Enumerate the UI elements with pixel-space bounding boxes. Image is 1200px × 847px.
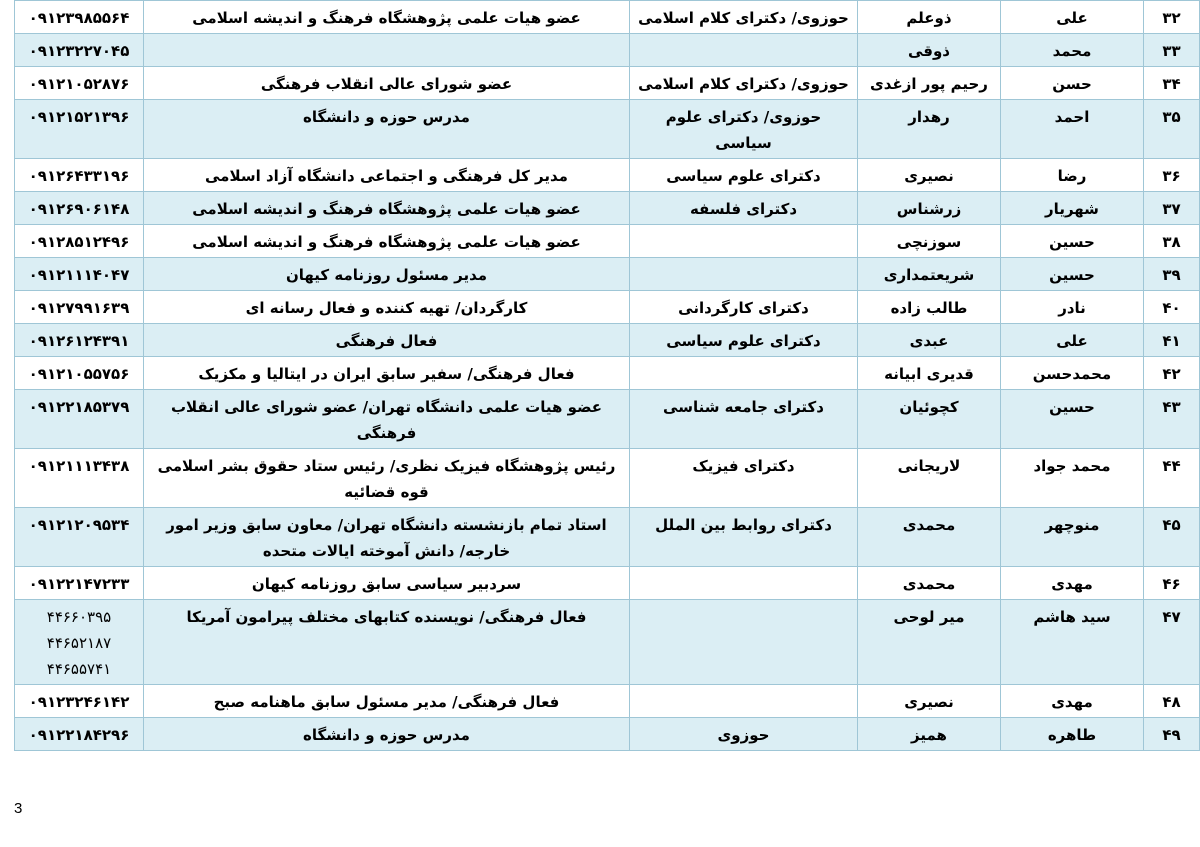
row-number-cell: ۴۵	[1144, 508, 1200, 567]
table-row	[15, 324, 1200, 357]
row-number-cell: ۳۴	[1144, 67, 1200, 100]
table-row	[15, 100, 1200, 159]
table-row	[15, 225, 1200, 258]
row-number-cell: ۳۶	[1144, 159, 1200, 192]
phone-number: ۰۹۱۲۱۱۱۳۴۳۸	[28, 457, 130, 475]
row-number-cell: ۴۶	[1144, 567, 1200, 600]
row-number-cell: ۴۱	[1144, 324, 1200, 357]
phone-number: ۰۹۱۲۶۹۰۶۱۴۸	[28, 200, 130, 218]
phone-cell	[15, 1, 144, 34]
phone-cell	[15, 100, 144, 159]
row-number-cell: ۴۸	[1144, 685, 1200, 718]
phone-cell	[15, 685, 144, 718]
degree-cell	[630, 600, 858, 685]
first-name-cell: حسین	[1001, 390, 1144, 449]
last-name-cell: عبدی	[858, 324, 1001, 357]
degree-cell	[630, 357, 858, 390]
position-cell: عضو هیات علمی پژوهشگاه فرهنگ و اندیشه اسلامی	[144, 192, 630, 225]
phone-number: ۰۹۱۲۶۴۳۳۱۹۶	[28, 167, 130, 185]
phone-cell	[15, 192, 144, 225]
position-cell: مدرس حوزه و دانشگاه	[144, 100, 630, 159]
phone-cell	[15, 67, 144, 100]
phone-cell	[15, 600, 144, 685]
degree-cell	[630, 34, 858, 67]
phone-number: ۰۹۱۲۱۰۵۲۸۷۶	[28, 75, 130, 93]
first-name-cell: مهدی	[1001, 567, 1144, 600]
position-cell: فعال فرهنگی/ نویسنده کتابهای مختلف پیرامون آمریکا	[144, 600, 630, 685]
first-name-cell: مهدی	[1001, 685, 1144, 718]
position-cell: مدیر کل فرهنگی و اجتماعی دانشگاه آزاد اسلامی	[144, 159, 630, 192]
first-name-cell: حسین	[1001, 225, 1144, 258]
degree-cell: دکترای علوم سیاسی	[630, 159, 858, 192]
phone-number: ۴۴۶۶۰۳۹۵	[46, 608, 112, 626]
first-name-cell: رضا	[1001, 159, 1144, 192]
position-cell: کارگردان/ تهیه کننده و فعال رسانه ای	[144, 291, 630, 324]
degree-cell: دکترای فیزیک	[630, 449, 858, 508]
table-row	[15, 449, 1200, 508]
phone-number: ۰۹۱۲۳۹۸۵۵۶۴	[28, 9, 130, 27]
phone-number: ۰۹۱۲۶۱۲۴۳۹۱	[28, 332, 130, 350]
page-number: 3	[14, 800, 23, 817]
phone-cell	[15, 324, 144, 357]
last-name-cell: ذوقی	[858, 34, 1001, 67]
last-name-cell: شریعتمداری	[858, 258, 1001, 291]
last-name-cell: ذوعلم	[858, 1, 1001, 34]
row-number-cell: ۳۷	[1144, 192, 1200, 225]
phone-number: ۰۹۱۲۱۲۰۹۵۳۴	[28, 516, 130, 534]
first-name-cell: محمد جواد	[1001, 449, 1144, 508]
position-cell: رئیس پژوهشگاه فیزیک نظری/ رئیس ستاد حقوق بشر اسلامی قوه قضائیه	[144, 449, 630, 508]
table-row	[15, 192, 1200, 225]
degree-cell: حوزوی/ دکترای کلام اسلامی	[630, 67, 858, 100]
position-cell: عضو هیات علمی پژوهشگاه فرهنگ و اندیشه اسلامی	[144, 225, 630, 258]
table-row	[15, 291, 1200, 324]
row-number-cell: ۴۷	[1144, 600, 1200, 685]
first-name-cell: علی	[1001, 324, 1144, 357]
position-cell: فعال فرهنگی/ سفیر سابق ایران در ایتالیا و مکزیک	[144, 357, 630, 390]
first-name-cell: علی	[1001, 1, 1144, 34]
last-name-cell: زرشناس	[858, 192, 1001, 225]
table-row	[15, 34, 1200, 67]
table-row	[15, 567, 1200, 600]
phone-number: ۰۹۱۲۳۲۲۷۰۴۵	[28, 42, 130, 60]
phone-cell	[15, 258, 144, 291]
degree-cell	[630, 685, 858, 718]
phone-cell	[15, 159, 144, 192]
last-name-cell: رهدار	[858, 100, 1001, 159]
row-number-cell: ۴۲	[1144, 357, 1200, 390]
row-number-cell: ۳۲	[1144, 1, 1200, 34]
last-name-cell: کچوئیان	[858, 390, 1001, 449]
first-name-cell: سید هاشم	[1001, 600, 1144, 685]
degree-cell: دکترای روابط بین الملل	[630, 508, 858, 567]
phone-cell	[15, 390, 144, 449]
last-name-cell: سوزنچی	[858, 225, 1001, 258]
row-number-cell: ۴۹	[1144, 718, 1200, 751]
position-cell: عضو شورای عالی انقلاب فرهنگی	[144, 67, 630, 100]
table-row	[15, 600, 1200, 685]
phone-number: ۰۹۱۲۳۲۴۶۱۴۲	[28, 693, 130, 711]
first-name-cell: حسین	[1001, 258, 1144, 291]
degree-cell: حوزوی	[630, 718, 858, 751]
degree-cell	[630, 258, 858, 291]
first-name-cell: شهریار	[1001, 192, 1144, 225]
degree-cell: دکترای جامعه شناسی	[630, 390, 858, 449]
table-row	[15, 67, 1200, 100]
degree-cell: دکترای فلسفه	[630, 192, 858, 225]
phone-number: ۰۹۱۲۲۱۸۴۲۹۶	[28, 726, 130, 744]
last-name-cell: میر لوحی	[858, 600, 1001, 685]
degree-cell	[630, 225, 858, 258]
position-cell: مدیر مسئول روزنامه کیهان	[144, 258, 630, 291]
phone-number: ۰۹۱۲۲۱۴۷۲۳۳	[28, 575, 130, 593]
first-name-cell: احمد	[1001, 100, 1144, 159]
phone-cell	[15, 34, 144, 67]
last-name-cell: محمدی	[858, 508, 1001, 567]
phone-number: ۰۹۱۲۱۰۵۵۷۵۶	[28, 365, 130, 383]
row-number-cell: ۳۸	[1144, 225, 1200, 258]
position-cell: عضو هیات علمی دانشگاه تهران/ عضو شورای عالی انقلاب فرهنگی	[144, 390, 630, 449]
first-name-cell: محمد	[1001, 34, 1144, 67]
row-number-cell: ۴۰	[1144, 291, 1200, 324]
contacts-table	[14, 0, 1200, 751]
table-row	[15, 1, 1200, 34]
position-cell: استاد تمام بازنشسته دانشگاه تهران/ معاون سابق وزیر امور خارجه/ دانش آموخته ایالات متحده	[144, 508, 630, 567]
position-cell: سردبیر سیاسی سابق روزنامه کیهان	[144, 567, 630, 600]
first-name-cell: حسن	[1001, 67, 1144, 100]
phone-number: ۴۴۶۵۵۷۴۱	[46, 660, 112, 678]
phone-cell	[15, 718, 144, 751]
last-name-cell: نصیری	[858, 685, 1001, 718]
first-name-cell: محمدحسن	[1001, 357, 1144, 390]
phone-number: ۴۴۶۵۲۱۸۷	[46, 634, 112, 652]
last-name-cell: لاریجانی	[858, 449, 1001, 508]
phone-cell	[15, 225, 144, 258]
phone-number: ۰۹۱۲۱۱۱۴۰۴۷	[28, 266, 130, 284]
phone-number: ۰۹۱۲۸۵۱۲۴۹۶	[28, 233, 130, 251]
row-number-cell: ۴۴	[1144, 449, 1200, 508]
first-name-cell: طاهره	[1001, 718, 1144, 751]
first-name-cell: نادر	[1001, 291, 1144, 324]
degree-cell	[630, 567, 858, 600]
last-name-cell: طالب زاده	[858, 291, 1001, 324]
table-row	[15, 390, 1200, 449]
table-row	[15, 258, 1200, 291]
table-row	[15, 508, 1200, 567]
degree-cell: حوزوی/ دکترای علوم سیاسی	[630, 100, 858, 159]
first-name-cell: منوچهر	[1001, 508, 1144, 567]
phone-cell	[15, 291, 144, 324]
row-number-cell: ۳۹	[1144, 258, 1200, 291]
phone-number: ۰۹۱۲۱۵۲۱۳۹۶	[28, 108, 130, 126]
position-cell: مدرس حوزه و دانشگاه	[144, 718, 630, 751]
degree-cell: دکترای کارگردانی	[630, 291, 858, 324]
last-name-cell: نصیری	[858, 159, 1001, 192]
last-name-cell: محمدی	[858, 567, 1001, 600]
row-number-cell: ۳۵	[1144, 100, 1200, 159]
contacts-table-body	[15, 1, 1200, 751]
last-name-cell: همیز	[858, 718, 1001, 751]
last-name-cell: قدیری ابیانه	[858, 357, 1001, 390]
position-cell: عضو هیات علمی پژوهشگاه فرهنگ و اندیشه اسلامی	[144, 1, 630, 34]
phone-cell	[15, 357, 144, 390]
degree-cell: حوزوی/ دکترای کلام اسلامی	[630, 1, 858, 34]
position-cell: فعال فرهنگی	[144, 324, 630, 357]
table-row	[15, 718, 1200, 751]
phone-cell	[15, 508, 144, 567]
last-name-cell: رحیم پور ازغدی	[858, 67, 1001, 100]
row-number-cell: ۳۳	[1144, 34, 1200, 67]
row-number-cell: ۴۳	[1144, 390, 1200, 449]
phone-number: ۰۹۱۲۷۹۹۱۶۳۹	[28, 299, 130, 317]
phone-cell	[15, 567, 144, 600]
position-cell: فعال فرهنگی/ مدیر مسئول سابق ماهنامه صبح	[144, 685, 630, 718]
degree-cell: دکترای علوم سیاسی	[630, 324, 858, 357]
position-cell	[144, 34, 630, 67]
phone-cell	[15, 449, 144, 508]
table-row	[15, 357, 1200, 390]
phone-number: ۰۹۱۲۲۱۸۵۳۷۹	[28, 398, 130, 416]
table-row	[15, 159, 1200, 192]
table-row	[15, 685, 1200, 718]
